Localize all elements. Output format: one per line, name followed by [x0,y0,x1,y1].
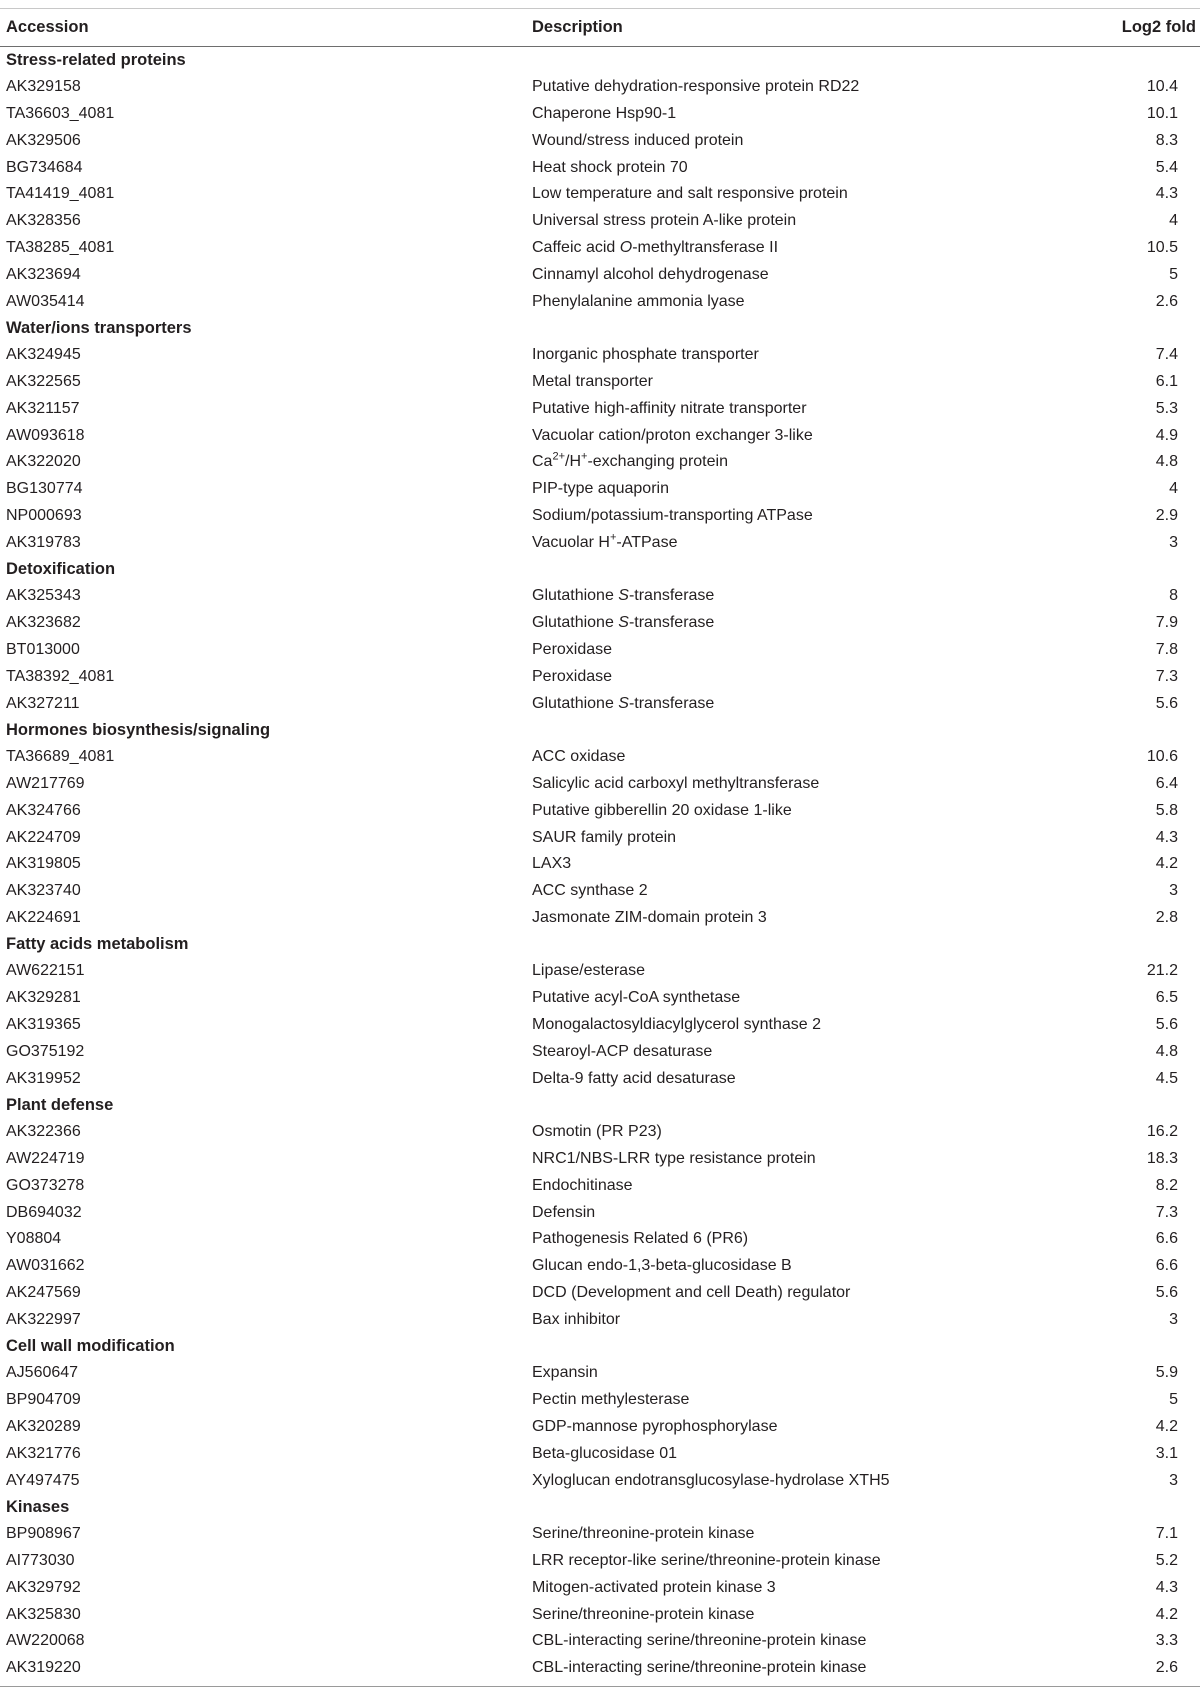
table-row [0,1146,1200,1173]
description-cell: Heat shock protein 70 [532,158,688,176]
table-row [0,1119,1200,1146]
log2-fold-cell: 4.3 [1155,828,1178,846]
table-row [0,369,1200,396]
description-cell: Beta-glucosidase 01 [532,1444,677,1462]
accession-cell: AK323682 [6,614,81,632]
description-cell: Peroxidase [532,640,613,658]
table-row [0,1655,1200,1682]
log2-fold-cell: 16.2 [1146,1123,1178,1141]
accession-cell: AW622151 [6,962,85,980]
description-cell: Pectin methylesterase [532,1391,690,1409]
table-row [0,74,1200,101]
header-log2-fold: Log2 fold [1072,9,1200,47]
log2-fold-cell: 5.3 [1155,399,1178,417]
table-row [0,958,1200,985]
category-title: Water/ions transporters [6,318,192,337]
table-row [0,476,1200,503]
log2-fold-cell: 7.3 [1155,1203,1178,1221]
accession-cell: BP908967 [6,1525,81,1543]
log2-fold-cell: 5.4 [1155,158,1178,176]
description-cell: Salicylic acid carboxyl methyltransferase [532,774,820,792]
description-cell: ACC oxidase [532,748,626,766]
description-cell: ACC synthase 2 [532,882,648,900]
description-cell: Putative acyl-CoA synthetase [532,989,741,1007]
accession-cell: AK324766 [6,801,81,819]
accession-cell: AW035414 [6,292,85,310]
table-row [0,1253,1200,1280]
accession-cell: AK322997 [6,1310,81,1328]
table-row [0,1628,1200,1655]
log2-fold-cell: 5.6 [1155,1284,1178,1302]
description-cell: Vacuolar cation/proton exchanger 3-like [532,426,813,444]
log2-fold-cell: 7.9 [1155,614,1178,632]
accession-cell: AK319805 [6,855,81,873]
description-cell: Putative high-affinity nitrate transporter [532,399,807,417]
log2-fold-cell: 4.2 [1155,1605,1178,1623]
log2-fold-cell: 5 [1169,1391,1178,1409]
table-row [0,181,1200,208]
accession-cell: TA36603_4081 [6,104,115,122]
description-cell: Putative dehydration-responsive protein RD22 [532,78,860,96]
table-row [0,583,1200,610]
category-row [0,556,1200,583]
table-row [0,1521,1200,1548]
description-cell: Xyloglucan endotransglucosylase-hydrolase XTH5 [532,1471,890,1489]
table-row [0,101,1200,128]
accession-cell: AJ560647 [6,1364,79,1382]
description-cell: Stearoyl-ACP desaturase [532,1042,713,1060]
category-row [0,47,1200,74]
description-cell: Serine/threonine-protein kinase [532,1525,755,1543]
category-row [0,1494,1200,1521]
category-title: Stress-related proteins [6,50,186,69]
accession-cell: AK224691 [6,908,81,926]
accession-cell: AK319220 [6,1659,81,1677]
accession-cell: AK328356 [6,212,81,230]
table-row [0,878,1200,905]
log2-fold-cell: 5.2 [1155,1552,1178,1570]
log2-fold-cell: 4.8 [1155,1042,1178,1060]
header-accession: Accession [0,9,532,47]
description-cell: Universal stress protein A-like protein [532,212,797,230]
accession-cell: NP000693 [6,506,82,524]
accession-cell: BG130774 [6,480,83,498]
table-row [0,1440,1200,1467]
description-cell: Glutathione S-transferase [532,587,715,605]
log2-fold-cell: 2.8 [1155,908,1178,926]
log2-fold-cell: 4.8 [1155,453,1178,471]
description-cell: Jasmonate ZIM-domain protein 3 [532,908,767,926]
table-row [0,1306,1200,1333]
table-row [0,771,1200,798]
log2-fold-cell: 4.2 [1155,855,1178,873]
log2-fold-cell: 5.6 [1155,694,1178,712]
table-row [0,342,1200,369]
log2-fold-cell: 3 [1169,882,1178,900]
table-row [0,610,1200,637]
table-row [0,1414,1200,1441]
category-title: Kinases [6,1497,70,1516]
accession-cell: TA38285_4081 [6,238,115,256]
table-row [0,851,1200,878]
log2-fold-cell: 3 [1169,533,1178,551]
accession-cell: TA38392_4081 [6,667,115,685]
log2-fold-cell: 6.5 [1155,989,1178,1007]
table-row [0,1038,1200,1065]
accession-cell: AK319365 [6,1016,81,1034]
log2-fold-cell: 7.8 [1155,640,1178,658]
description-cell: Endochitinase [532,1176,633,1194]
accession-cell: AK329281 [6,989,81,1007]
log2-fold-cell: 4.3 [1155,185,1178,203]
log2-fold-cell: 5.9 [1155,1364,1178,1382]
description-cell: Expansin [532,1364,598,1382]
accession-cell: AK320289 [6,1418,81,1436]
accession-cell: AK321776 [6,1444,81,1462]
description-cell: Glutathione S-transferase [532,694,715,712]
description-cell: $Ca^{2+}/H^+$-exchanging protein [532,451,728,471]
accession-cell: AW031662 [6,1257,85,1275]
log2-fold-cell: 8 [1169,587,1178,605]
description-cell: DCD (Development and cell Death) regulator [532,1284,851,1302]
table-row [0,1387,1200,1414]
table-row [0,127,1200,154]
accession-cell: AK329506 [6,131,81,149]
accession-cell: AW217769 [6,774,85,792]
accession-cell: AK324945 [6,346,81,364]
description-cell: Mitogen-activated protein kinase 3 [532,1578,776,1596]
description-cell: Defensin [532,1203,596,1221]
table-row [0,1360,1200,1387]
log2-fold-cell: 5 [1169,265,1178,283]
log2-fold-cell: 3 [1169,1310,1178,1328]
log2-fold-cell: 21.2 [1146,962,1178,980]
table-row [0,797,1200,824]
log2-fold-cell: 6.4 [1155,774,1178,792]
table-row [0,208,1200,235]
table-row [0,1280,1200,1307]
log2-fold-cell: 2.9 [1155,506,1178,524]
description-cell: Chaperone Hsp90-1 [532,104,677,122]
log2-fold-cell: 10.5 [1146,238,1178,256]
accession-cell: AW093618 [6,426,85,444]
description-cell: PIP-type aquaporin [532,480,669,498]
table-row [0,663,1200,690]
table-row [0,1601,1200,1628]
log2-fold-cell: 6.1 [1155,372,1178,390]
log2-fold-cell: 2.6 [1155,292,1178,310]
category-title: Detoxification [6,560,116,579]
table-row [0,395,1200,422]
accession-cell: AK322565 [6,372,81,390]
table-row [0,261,1200,288]
table-row [0,1226,1200,1253]
category-title: Hormones biosynthesis/signaling [6,720,271,739]
category-title: Plant defense [6,1095,114,1114]
header-description: Description [532,9,1072,47]
table-row [0,449,1200,476]
log2-fold-cell: 4.9 [1155,426,1178,444]
log2-fold-cell: 3.1 [1155,1444,1178,1462]
table-header [0,9,1200,47]
log2-fold-cell: 6.6 [1155,1230,1178,1248]
log2-fold-cell: 4 [1169,480,1178,498]
table-row [0,905,1200,932]
description-cell: Glutathione S-transferase [532,614,715,632]
category-row [0,717,1200,744]
table-row [0,824,1200,851]
accession-cell: AK325830 [6,1605,81,1623]
description-cell: Vacuolar H+-ATPase [532,531,678,551]
description-cell: Osmotin (PR P23) [532,1123,662,1141]
table-row [0,1548,1200,1575]
description-cell: Peroxidase [532,667,613,685]
table-row [0,422,1200,449]
accession-cell: AK319783 [6,533,81,551]
log2-fold-cell: 7.1 [1155,1525,1178,1543]
log2-fold-cell: 7.3 [1155,667,1178,685]
log2-fold-cell: 10.6 [1146,748,1178,766]
description-cell: Delta-9 fatty acid desaturase [532,1069,736,1087]
table-row [0,1065,1200,1092]
log2-fold-cell: 10.4 [1146,78,1178,96]
description-cell: Cinnamyl alcohol dehydrogenase [532,265,769,283]
accession-cell: AK323694 [6,265,81,283]
table-row [0,1172,1200,1199]
table-row [0,690,1200,717]
log2-fold-cell: 4.3 [1155,1578,1178,1596]
accession-cell: TA36689_4081 [6,748,115,766]
accession-cell: BT013000 [6,640,80,658]
description-cell: Serine/threonine-protein kinase [532,1605,755,1623]
description-cell: Monogalactosyldiacylglycerol synthase 2 [532,1016,822,1034]
log2-fold-cell: 8.2 [1155,1176,1178,1194]
description-cell: Sodium/potassium-transporting ATPase [532,506,813,524]
description-cell: LRR receptor-like serine/threonine-protein kinase [532,1552,881,1570]
category-title: Fatty acids metabolism [6,935,189,954]
log2-fold-cell: 18.3 [1146,1150,1178,1168]
table-row [0,529,1200,556]
log2-fold-cell: 7.4 [1155,346,1178,364]
table-row [0,1012,1200,1039]
accession-cell: AI773030 [6,1552,75,1570]
accession-cell: AK321157 [6,399,80,417]
description-cell: Low temperature and salt responsive protein [532,185,848,203]
accession-cell: AK322366 [6,1123,81,1141]
table-bottom-rule [0,1686,1200,1687]
accession-cell: AK319952 [6,1069,81,1087]
log2-fold-cell: 5.8 [1155,801,1178,819]
log2-fold-cell: 4 [1169,212,1178,230]
category-row [0,1092,1200,1119]
accession-cell: AK322020 [6,453,81,471]
table-body [0,47,1200,1682]
category-row [0,315,1200,342]
description-cell: Pathogenesis Related 6 (PR6) [532,1230,749,1248]
accession-cell: AK329158 [6,78,81,96]
table-row [0,503,1200,530]
accession-cell: AK247569 [6,1284,81,1302]
log2-fold-cell: 10.1 [1146,104,1178,122]
category-row [0,1333,1200,1360]
accession-cell: AK327211 [6,694,80,712]
description-cell: GDP-mannose pyrophosphorylase [532,1418,778,1436]
category-row [0,931,1200,958]
table-row [0,1574,1200,1601]
log2-fold-cell: 4.2 [1155,1418,1178,1436]
table-row [0,154,1200,181]
log2-fold-cell: 3.3 [1155,1632,1178,1650]
accession-cell: BP904709 [6,1391,81,1409]
accession-cell: TA41419_4081 [6,185,115,203]
accession-cell: AK325343 [6,587,81,605]
log2-fold-cell: 5.6 [1155,1016,1178,1034]
header-row [0,9,1200,47]
accession-cell: BG734684 [6,158,83,176]
accession-cell: AW224719 [6,1150,85,1168]
description-cell: Phenylalanine ammonia lyase [532,292,745,310]
table-row [0,1199,1200,1226]
description-cell: LAX3 [532,855,572,873]
accession-cell: AY497475 [6,1471,80,1489]
log2-fold-cell: 4.5 [1155,1069,1178,1087]
description-cell: Caffeic acid O-methyltransferase II [532,238,779,256]
accession-cell: AW220068 [6,1632,85,1650]
description-cell: Glucan endo-1,3-beta-glucosidase B [532,1257,792,1275]
description-cell: Wound/stress induced protein [532,131,744,149]
accession-cell: AK224709 [6,828,81,846]
accession-cell: GO373278 [6,1176,85,1194]
description-cell: Putative gibberellin 20 oxidase 1-like [532,801,792,819]
description-cell: CBL-interacting serine/threonine-protein kinase [532,1659,867,1677]
accession-cell: AK323740 [6,882,81,900]
log2-fold-cell: 6.6 [1155,1257,1178,1275]
gene-expression-table [0,8,1200,1682]
description-cell: Inorganic phosphate transporter [532,346,759,364]
description-cell: Lipase/esterase [532,962,645,980]
description-cell: CBL-interacting serine/threonine-protein kinase [532,1632,867,1650]
description-cell: Bax inhibitor [532,1310,621,1328]
accession-cell: DB694032 [6,1203,82,1221]
table-row [0,637,1200,664]
accession-cell: AK329792 [6,1578,81,1596]
table-row [0,1467,1200,1494]
log2-fold-cell: 3 [1169,1471,1178,1489]
category-title: Cell wall modification [6,1337,175,1356]
description-cell: Metal transporter [532,372,653,390]
log2-fold-cell: 8.3 [1155,131,1178,149]
accession-cell: GO375192 [6,1042,85,1060]
log2-fold-cell: 2.6 [1155,1659,1178,1677]
table-row [0,985,1200,1012]
description-cell: SAUR family protein [532,828,677,846]
table-row [0,288,1200,315]
table-row [0,744,1200,771]
table-row [0,235,1200,262]
accession-cell: Y08804 [6,1230,62,1248]
description-cell: NRC1/NBS-LRR type resistance protein [532,1150,816,1168]
